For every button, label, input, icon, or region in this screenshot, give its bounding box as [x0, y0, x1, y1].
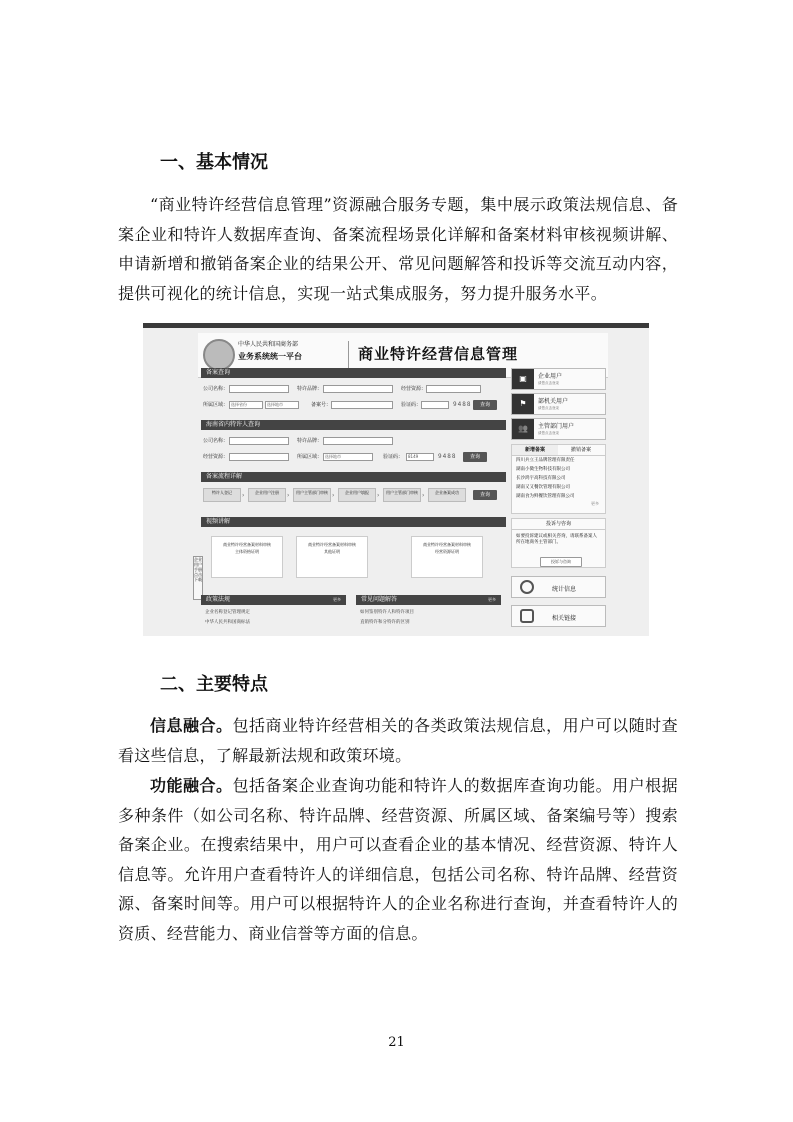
feature-lead: 功能融合。 — [150, 776, 233, 795]
agency-login-button[interactable] — [511, 393, 606, 415]
tab-new-records[interactable]: 新增备案 — [512, 445, 558, 455]
filing-company-label: 公司名称： — [203, 386, 229, 392]
arrow-icon: › — [242, 492, 245, 499]
users-icon: 👥 — [512, 419, 534, 439]
main-column — [194, 368, 506, 636]
fr-captcha-input[interactable]: 8149 — [406, 453, 434, 461]
video-card[interactable] — [211, 536, 283, 578]
fr-company-label: 公司名称： — [203, 438, 229, 444]
filing-resource-input[interactable] — [426, 385, 481, 393]
record-item[interactable]: 湖南小微生物科技有限公司 — [516, 467, 570, 472]
records-more-link[interactable]: 更多 — [591, 501, 599, 506]
page-number: 21 — [388, 1035, 405, 1050]
complaint-panel — [511, 518, 606, 568]
video-subtitle: 经营资源证明 — [435, 549, 459, 554]
filing-record-input[interactable] — [331, 401, 393, 409]
arrow-icon: › — [332, 492, 335, 499]
complaint-text: 如要投诉建议或相关咨询，请联系备案人所在地商务主管部门。 — [516, 534, 597, 545]
platform-name: 业务系统统一平台 — [238, 352, 302, 361]
login-sub: 请您点击登录 — [538, 431, 559, 435]
flow-step[interactable]: 企业用户填报 — [338, 488, 376, 502]
fr-region-label: 所属区域： — [297, 454, 323, 460]
links-button[interactable] — [511, 605, 606, 627]
feature-lead: 信息融合。 — [150, 716, 233, 735]
login-name: 主管部门用户 — [538, 423, 575, 430]
records-panel — [511, 444, 606, 514]
links-label: 相关链接 — [552, 615, 577, 622]
fr-captcha-image[interactable]: 9488 — [438, 453, 457, 460]
fr-brand-label: 特许品牌： — [297, 438, 323, 444]
fr-brand-input[interactable] — [323, 437, 393, 445]
fr-city-select[interactable]: 选择地市 — [323, 453, 373, 461]
complaint-title: 投诉与咨询 — [512, 519, 605, 530]
stats-button[interactable] — [511, 576, 606, 598]
login-name: 企业用户 — [538, 373, 563, 380]
filing-captcha-image[interactable]: 9488 — [453, 401, 472, 408]
arrow-icon: › — [422, 492, 425, 499]
flow-search-button[interactable]: 查询 — [473, 490, 497, 500]
filing-search-bar: 备案查询 — [201, 368, 506, 378]
login-sub: 请您点击登录 — [538, 406, 559, 410]
filing-region-label: 所属区域： — [203, 402, 229, 408]
section-heading-features: 二、主要特点 — [160, 674, 268, 695]
policy-item[interactable]: 企业名称登记管理规定 — [205, 610, 250, 615]
basic-paragraph: “商业特许经营信息管理”资源融合服务专题，集中展示政策法规信息、备案企业和特许人数据库查询、备案流程场景化详解和备案材料审核视频讲解、申请新增和撤销备案企业的结果公开、常见问题解答和投诉等交流互动内容，提供可视化的统计信息，实现一站式集成服务，努力提升服务水平。 — [118, 195, 678, 303]
faq-item[interactable]: 直销特许和分特许的区别 — [360, 620, 410, 625]
video-card[interactable] — [411, 536, 483, 578]
filing-brand-input[interactable] — [323, 385, 393, 393]
flag-icon: ⚑ — [512, 394, 534, 414]
filing-captcha-label: 验证码： — [401, 402, 422, 408]
video-subtitle: 其他证明 — [324, 549, 340, 554]
org-name: 中华人民共和国商务部 — [238, 341, 299, 348]
fr-company-input[interactable] — [229, 437, 289, 445]
flow-step[interactable]: 用户主管部门审核 — [293, 488, 331, 502]
filing-search-button[interactable]: 查询 — [473, 400, 497, 410]
flow-step[interactable]: 用户主管部门审核 — [383, 488, 421, 502]
fr-captcha-label: 验证码： — [383, 454, 404, 460]
policy-bar — [201, 595, 346, 605]
franchisor-search-bar: 海南省内特许人查询 — [201, 420, 506, 430]
faq-bar — [356, 595, 501, 605]
filing-record-label: 备案号： — [311, 402, 332, 408]
feature-function-fusion — [118, 771, 678, 948]
record-item[interactable]: 湖南又又餐饮管理有限公司 — [516, 485, 570, 490]
tab-revoked-records[interactable]: 撤销备案 — [570, 447, 591, 453]
login-sub: 请您点击登录 — [538, 381, 559, 385]
fr-resource-input[interactable] — [229, 453, 289, 461]
header-divider — [348, 341, 349, 369]
platform-screenshot — [143, 323, 649, 636]
feature-info-fusion — [118, 711, 678, 770]
enterprise-login-button[interactable] — [511, 368, 606, 390]
feature-text: 包括商业特许经营相关的各类政策法规信息，用户可以随时查看这些信息，了解最新法规和政策环境。 — [118, 716, 678, 765]
link-icon — [520, 609, 534, 623]
id-card-icon: ▣ — [512, 369, 534, 389]
records-tabs — [512, 445, 605, 456]
flow-step[interactable]: 特许人登记 — [203, 488, 241, 502]
top-bar — [143, 323, 649, 328]
record-item[interactable]: 长沙鸿宇高科技有限公司 — [516, 476, 566, 481]
feature-text: 包括备案企业查询功能和特许人的数据库查询功能。用户根据多种条件（如公司名称、特许品牌、经营资源、所属区域、备案编号等）搜索备案企业。在搜索结果中，用户可以查看企业的基本情况、经营资源、特许人信息等。允许用户查看特许人的详细信息，包括公司名称、特许品牌、经营资源、备案时间等。用户可以根据特许人的企业名称进行查询，并查看特许人的资质、经营能力、商业信誉等方面的信息。 — [118, 776, 678, 943]
filing-resource-label: 经营资源： — [401, 386, 427, 392]
faq-more-link[interactable]: 更多 — [488, 597, 496, 602]
login-name: 部机关用户 — [538, 398, 569, 405]
video-title: 商业特许经营备案材料审核 — [308, 542, 356, 547]
record-item[interactable]: 四川兵立王品牌管理有限责任 — [516, 458, 575, 463]
filing-captcha-input[interactable] — [421, 401, 449, 409]
faq-title: 常见问题解答 — [361, 596, 398, 603]
flow-step[interactable]: 企业备案成功 — [428, 488, 466, 502]
arrow-icon: › — [377, 492, 380, 499]
fr-search-button[interactable]: 查询 — [463, 452, 487, 462]
flow-step[interactable]: 企业用户注册 — [248, 488, 286, 502]
faq-item[interactable]: 如何鉴别特许人和特许项目 — [360, 610, 414, 615]
section-heading-basic: 一、基本情况 — [160, 152, 268, 173]
authority-login-button[interactable] — [511, 418, 606, 440]
video-title: 商业特许经营备案材料审核 — [223, 542, 271, 547]
filing-city-select[interactable]: 选择地市 — [265, 401, 299, 409]
stats-label: 统计信息 — [552, 586, 577, 593]
video-card[interactable] — [296, 536, 368, 578]
flow-bar: 备案流程详解 — [201, 472, 506, 482]
record-item[interactable]: 湖南食为鲜餐饮管理有限公司 — [516, 494, 575, 499]
policy-title: 政策法规 — [206, 596, 231, 603]
arrow-icon: › — [287, 492, 290, 499]
filing-province-select[interactable]: 选择省份 — [229, 401, 263, 409]
filing-company-input[interactable] — [229, 385, 289, 393]
pie-chart-icon — [520, 580, 534, 594]
policy-more-link[interactable]: 更多 — [333, 597, 341, 602]
video-title: 商业特许经营备案材料审核 — [423, 542, 471, 547]
manual-download-link[interactable]: 企业用户手册点击下载 — [193, 556, 203, 600]
filing-brand-label: 特许品牌： — [297, 386, 323, 392]
site-title: 商业特许经营信息管理 — [358, 345, 519, 363]
video-bar: 视频讲解 — [201, 517, 506, 527]
fr-resource-label: 经营资源： — [203, 454, 229, 460]
video-subtitle: 主体资格证明 — [235, 549, 259, 554]
national-emblem-icon — [203, 339, 235, 371]
policy-item[interactable]: 中华人民共和国商标法 — [205, 620, 250, 625]
complaint-button[interactable]: 投诉与咨询 — [540, 557, 582, 567]
